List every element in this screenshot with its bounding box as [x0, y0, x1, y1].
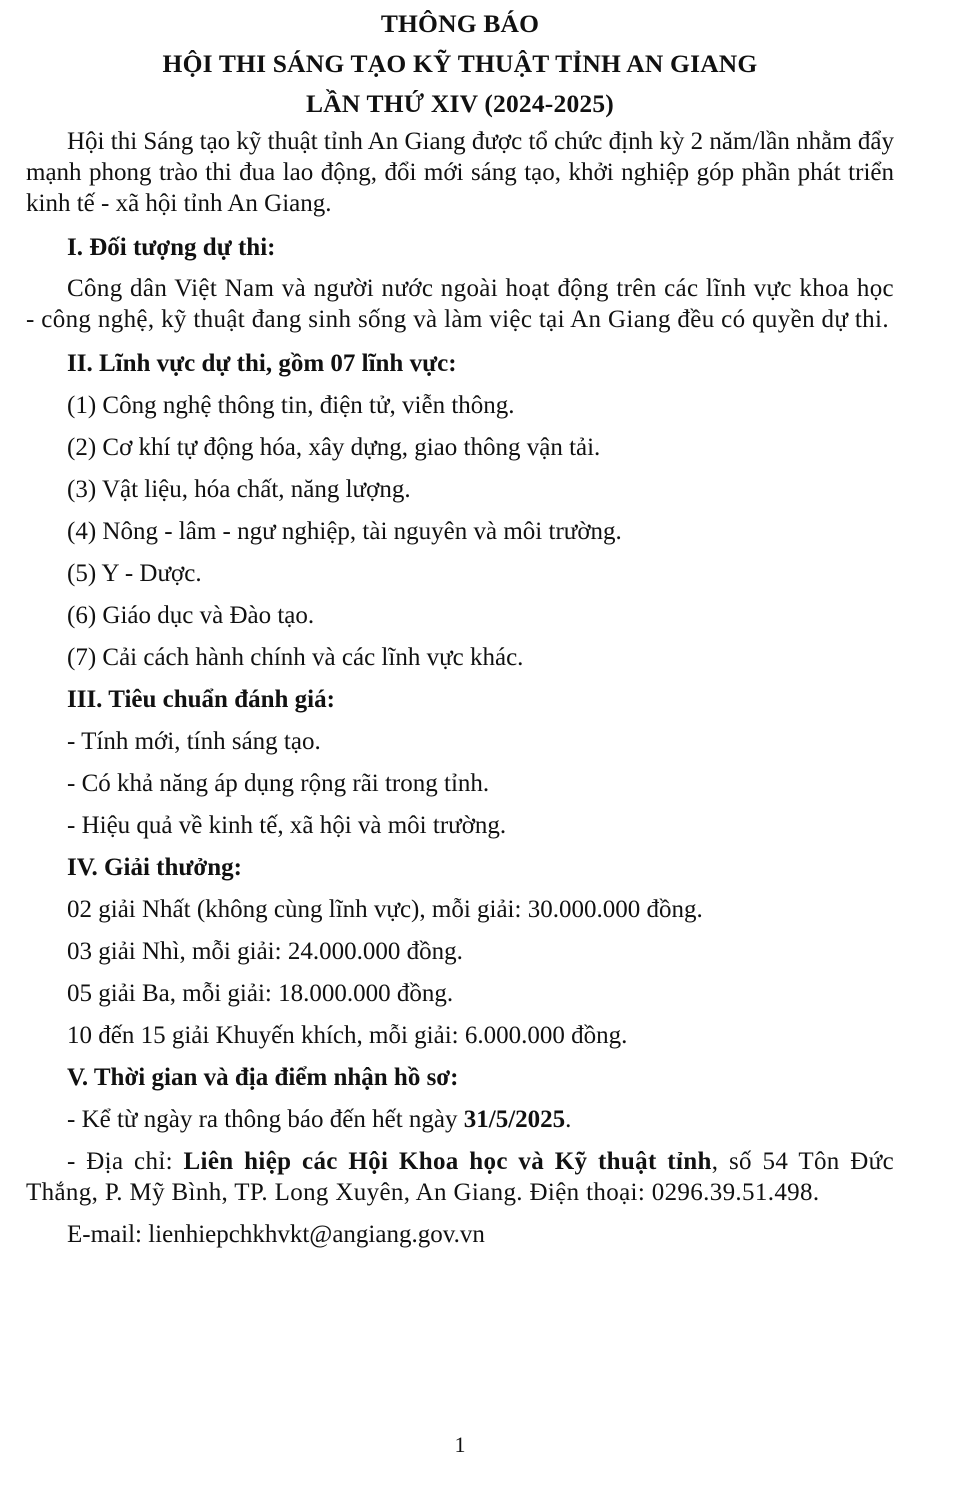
- criteria-item: - Có khả năng áp dụng rộng rãi trong tỉnh.: [67, 770, 490, 797]
- address-details: , số 54 Tôn Đức Thắng, P. Mỹ Bình, TP. Long Xuyên, An Giang. Điện thoại: 0296.39.51.498.: [26, 1148, 895, 1206]
- intro-paragraph: Hội thi Sáng tạo kỹ thuật tỉnh An Giang được tổ chức định kỳ 2 năm/lần nhằm đẩy mạnh phong trào thi đua lao động, đổi mới sáng tạo, khởi nghiệp góp phần phát triển kinh tế - xã hội tỉnh An Giang.: [26, 128, 895, 217]
- section-3-heading: III. Tiêu chuẩn đánh giá:: [67, 686, 335, 713]
- deadline-prefix: - Kể từ ngày ra thông báo đến hết ngày: [67, 1106, 464, 1133]
- prize-item: 02 giải Nhất (không cùng lĩnh vực), mỗi giải: 30.000.000 đồng.: [67, 896, 703, 923]
- email-line: E-mail: lienhiepchkhvkt@angiang.gov.vn: [67, 1221, 485, 1248]
- address-organization: Liên hiệp các Hội Khoa học và Kỹ thuật tỉnh: [183, 1148, 712, 1175]
- section-2-heading: II. Lĩnh vực dự thi, gồm 07 lĩnh vực:: [67, 350, 457, 377]
- criteria-item: - Tính mới, tính sáng tạo.: [67, 728, 321, 755]
- prize-item: 05 giải Ba, mỗi giải: 18.000.000 đồng.: [67, 980, 454, 1007]
- document-subtitle: HỘI THI SÁNG TẠO KỸ THUẬT TỈNH AN GIANG: [162, 49, 758, 78]
- deadline-date: 31/5/2025: [463, 1106, 566, 1133]
- page-number: 1: [454, 1432, 466, 1457]
- field-item: (6) Giáo dục và Đào tạo.: [67, 602, 315, 629]
- field-item: (1) Công nghệ thông tin, điện tử, viễn thông.: [67, 392, 515, 419]
- field-item: (7) Cải cách hành chính và các lĩnh vực khác.: [67, 644, 524, 671]
- notice-document: [26, 6, 894, 1250]
- section-5-heading: V. Thời gian và địa điểm nhận hồ sơ:: [67, 1064, 459, 1091]
- deadline-suffix: .: [565, 1106, 572, 1133]
- prize-item: 03 giải Nhì, mỗi giải: 24.000.000 đồng.: [67, 938, 463, 965]
- address-prefix: - Địa chỉ:: [67, 1148, 184, 1175]
- criteria-item: - Hiệu quả về kinh tế, xã hội và môi trường.: [67, 812, 507, 839]
- document-edition: LẦN THỨ XIV (2024-2025): [305, 89, 614, 118]
- field-item: (3) Vật liệu, hóa chất, năng lượng.: [67, 476, 411, 503]
- section-1-heading: I. Đối tượng dự thi:: [67, 234, 276, 261]
- deadline-line: [26, 1104, 894, 1135]
- section-1-body: Công dân Việt Nam và người nước ngoài hoạt động trên các lĩnh vực khoa học - công nghệ, kỹ thuật đang sinh sống và làm việc tại An Giang đều có quyền dự thi.: [26, 275, 894, 333]
- document-title: THÔNG BÁO: [380, 9, 540, 38]
- field-item: (2) Cơ khí tự động hóa, xây dựng, giao thông vận tải.: [67, 434, 601, 461]
- field-item: (4) Nông - lâm - ngư nghiệp, tài nguyên và môi trường.: [67, 518, 622, 545]
- section-4-heading: IV. Giải thưởng:: [67, 854, 242, 881]
- address-paragraph: [26, 1146, 894, 1208]
- field-item: (5) Y - Dược.: [67, 560, 202, 587]
- prize-item: 10 đến 15 giải Khuyến khích, mỗi giải: 6.000.000 đồng.: [67, 1022, 628, 1049]
